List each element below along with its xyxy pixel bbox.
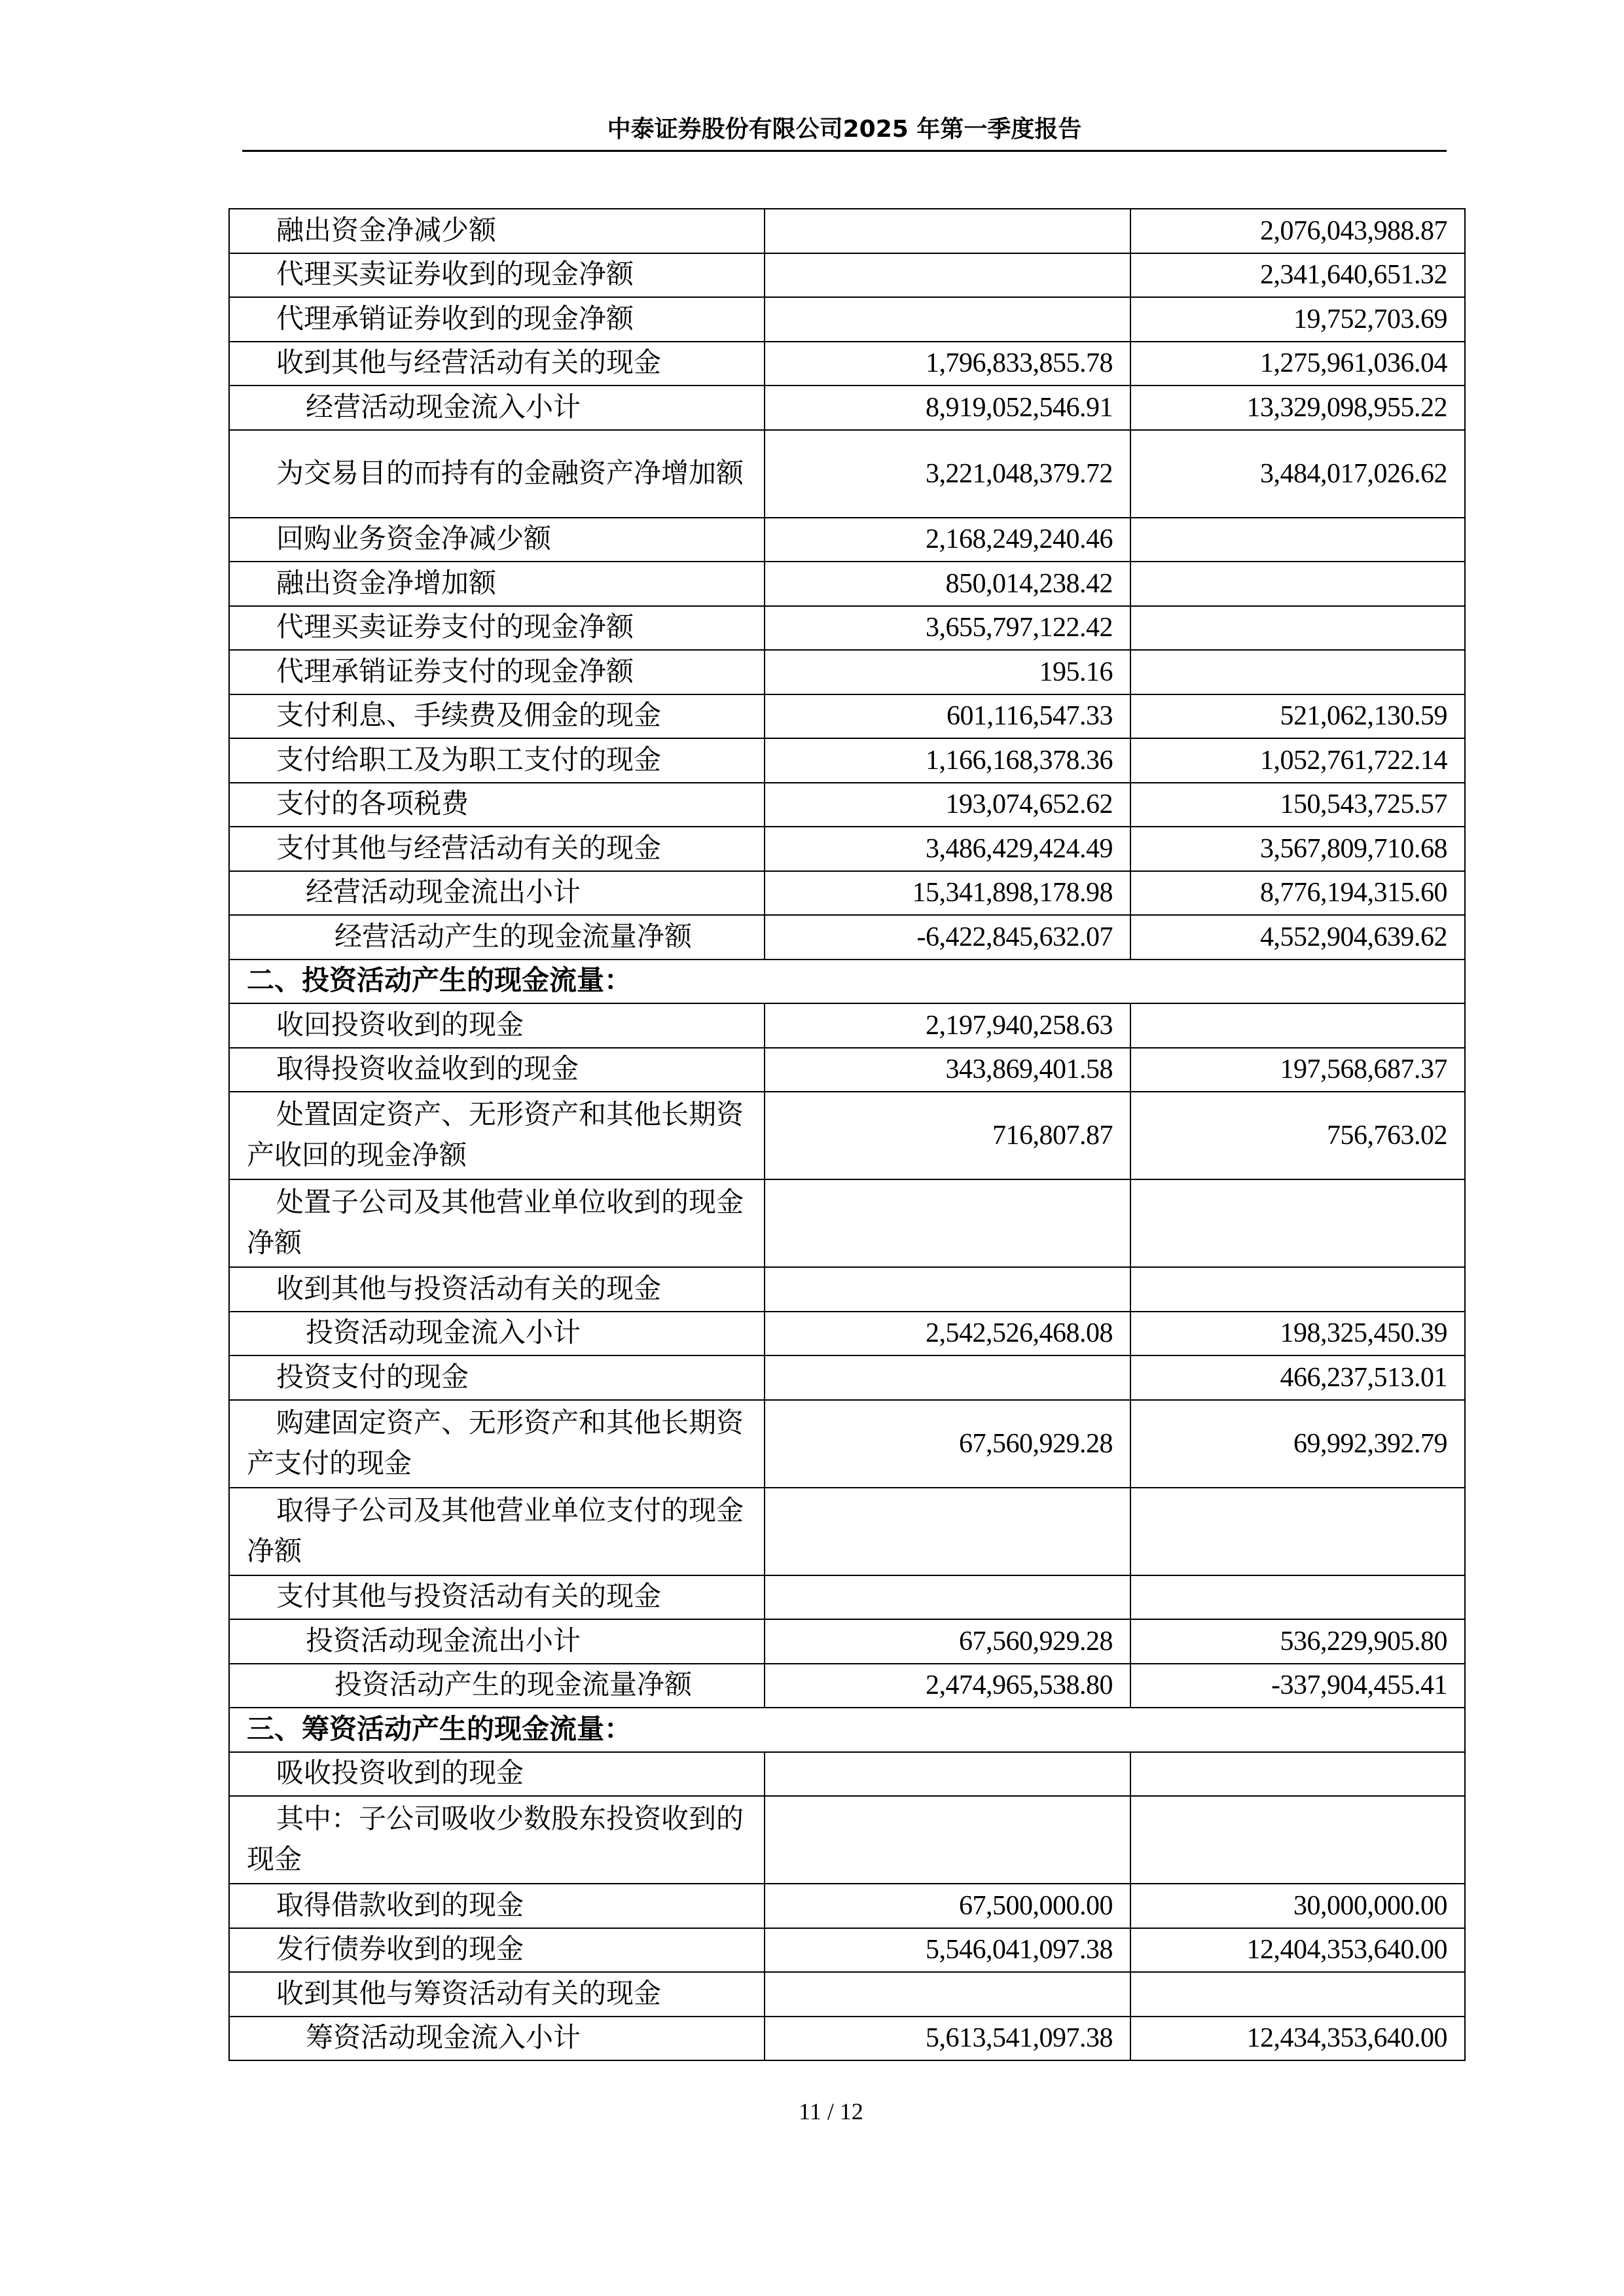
row-label: 收到其他与经营活动有关的现金: [229, 342, 765, 386]
current-period-value: [765, 209, 1130, 253]
header-rule: [242, 150, 1447, 152]
row-label: 收回投资收到的现金: [229, 1003, 765, 1048]
table-row: [229, 1575, 1465, 1620]
previous-period-value: 198,325,450.39: [1130, 1312, 1465, 1356]
row-label: 融出资金净减少额: [229, 209, 765, 253]
current-period-value: [765, 1267, 1130, 1312]
table-row: [229, 297, 1465, 342]
current-period-value: 2,168,249,240.46: [765, 518, 1130, 562]
row-label: 经营活动产生的现金流量净额: [229, 915, 765, 960]
current-period-value: [765, 1488, 1130, 1575]
section-header-row: [229, 1708, 1465, 1752]
current-period-value: 67,560,929.28: [765, 1400, 1130, 1488]
section-heading-investing: 二、投资活动产生的现金流量：: [229, 960, 1465, 1004]
row-label: 为交易目的而持有的金融资产净增加额: [229, 430, 765, 518]
table-row: [229, 1355, 1465, 1400]
previous-period-value: [1130, 1179, 1465, 1267]
previous-period-value: 12,434,353,640.00: [1130, 2017, 1465, 2061]
previous-period-value: 521,062,130.59: [1130, 694, 1465, 739]
table-row: [229, 650, 1465, 694]
row-label: 取得子公司及其他营业单位支付的现金净额: [229, 1488, 765, 1575]
row-label: 其中：子公司吸收少数股东投资收到的现金: [229, 1796, 765, 1884]
subtotal-row: [229, 2017, 1465, 2061]
row-label: 支付利息、手续费及佣金的现金: [229, 694, 765, 739]
row-label: 代理承销证券收到的现金净额: [229, 297, 765, 342]
table-row: [229, 209, 1465, 253]
current-period-value: 3,486,429,424.49: [765, 827, 1130, 871]
row-label: 经营活动现金流入小计: [229, 386, 765, 430]
current-period-value: 8,919,052,546.91: [765, 386, 1130, 430]
table-row: [229, 738, 1465, 783]
current-period-value: [765, 297, 1130, 342]
previous-period-value: [1130, 650, 1465, 694]
table-row: [229, 342, 1465, 386]
current-period-value: 343,869,401.58: [765, 1048, 1130, 1092]
previous-period-value: 536,229,905.80: [1130, 1619, 1465, 1664]
previous-period-value: [1130, 1575, 1465, 1620]
table-row: [229, 430, 1465, 518]
current-period-value: 601,116,547.33: [765, 694, 1130, 739]
previous-period-value: [1130, 1003, 1465, 1048]
previous-period-value: 2,341,640,651.32: [1130, 253, 1465, 298]
previous-period-value: [1130, 1267, 1465, 1312]
current-period-value: [765, 253, 1130, 298]
row-label: 投资活动产生的现金流量净额: [229, 1664, 765, 1708]
previous-period-value: 1,052,761,722.14: [1130, 738, 1465, 783]
row-label: 筹资活动现金流入小计: [229, 2017, 765, 2061]
current-period-value: 5,613,541,097.38: [765, 2017, 1130, 2061]
report-title: 中泰证券股份有限公司2025 年第一季度报告: [607, 116, 1082, 143]
page-number: [0, 2097, 1624, 2126]
current-period-value: 15,341,898,178.98: [765, 871, 1130, 916]
current-period-value: 3,221,048,379.72: [765, 430, 1130, 518]
row-label: 取得投资收益收到的现金: [229, 1048, 765, 1092]
row-label: 支付的各项税费: [229, 783, 765, 827]
row-label: 支付给职工及为职工支付的现金: [229, 738, 765, 783]
previous-period-value: -337,904,455.41: [1130, 1664, 1465, 1708]
page-current: 11: [799, 2098, 821, 2125]
current-period-value: 850,014,238.42: [765, 562, 1130, 606]
row-label: 回购业务资金净减少额: [229, 518, 765, 562]
row-label: 收到其他与筹资活动有关的现金: [229, 1972, 765, 2017]
table-row: [229, 1267, 1465, 1312]
row-label: 处置固定资产、无形资产和其他长期资产收回的现金净额: [229, 1092, 765, 1179]
table-row: [229, 1400, 1465, 1488]
table-row: [229, 1048, 1465, 1092]
table-row: [229, 1884, 1465, 1928]
previous-period-value: [1130, 518, 1465, 562]
current-period-value: 2,197,940,258.63: [765, 1003, 1130, 1048]
current-period-value: 195.16: [765, 650, 1130, 694]
previous-period-value: 13,329,098,955.22: [1130, 386, 1465, 430]
row-label: 处置子公司及其他营业单位收到的现金净额: [229, 1179, 765, 1267]
previous-period-value: 1,275,961,036.04: [1130, 342, 1465, 386]
row-label: 投资活动现金流出小计: [229, 1619, 765, 1664]
table-row: [229, 1179, 1465, 1267]
row-label: 取得借款收到的现金: [229, 1884, 765, 1928]
row-label: 投资支付的现金: [229, 1355, 765, 1400]
previous-period-value: 3,484,017,026.62: [1130, 430, 1465, 518]
previous-period-value: [1130, 1488, 1465, 1575]
previous-period-value: [1130, 1972, 1465, 2017]
table-row: [229, 518, 1465, 562]
current-period-value: 5,546,041,097.38: [765, 1928, 1130, 1973]
row-label: 代理承销证券支付的现金净额: [229, 650, 765, 694]
current-period-value: 3,655,797,122.42: [765, 606, 1130, 651]
subtotal-row: [229, 871, 1465, 916]
table-row: [229, 1092, 1465, 1179]
current-period-value: [765, 1752, 1130, 1797]
table-row: [229, 606, 1465, 651]
previous-period-value: 197,568,687.37: [1130, 1048, 1465, 1092]
current-period-value: [765, 1179, 1130, 1267]
row-label: 投资活动现金流入小计: [229, 1312, 765, 1356]
table-row: [229, 827, 1465, 871]
row-label: 支付其他与投资活动有关的现金: [229, 1575, 765, 1620]
page-separator: /: [821, 2098, 840, 2125]
previous-period-value: [1130, 1752, 1465, 1797]
previous-period-value: 30,000,000.00: [1130, 1884, 1465, 1928]
current-period-value: 1,166,168,378.36: [765, 738, 1130, 783]
cash-flow-table: [228, 208, 1466, 2061]
previous-period-value: [1130, 562, 1465, 606]
previous-period-value: 466,237,513.01: [1130, 1355, 1465, 1400]
previous-period-value: 2,076,043,988.87: [1130, 209, 1465, 253]
previous-period-value: 150,543,725.57: [1130, 783, 1465, 827]
previous-period-value: 19,752,703.69: [1130, 297, 1465, 342]
table-row: [229, 1752, 1465, 1797]
current-period-value: -6,422,845,632.07: [765, 915, 1130, 960]
row-label: 代理买卖证券收到的现金净额: [229, 253, 765, 298]
previous-period-value: 12,404,353,640.00: [1130, 1928, 1465, 1973]
current-period-value: 1,796,833,855.78: [765, 342, 1130, 386]
section-heading-financing: 三、筹资活动产生的现金流量：: [229, 1708, 1465, 1752]
table-row: [229, 1796, 1465, 1884]
previous-period-value: 4,552,904,639.62: [1130, 915, 1465, 960]
row-label: 代理买卖证券支付的现金净额: [229, 606, 765, 651]
table-row: [229, 1488, 1465, 1575]
current-period-value: 193,074,652.62: [765, 783, 1130, 827]
previous-period-value: [1130, 606, 1465, 651]
current-period-value: 2,474,965,538.80: [765, 1664, 1130, 1708]
table-row: [229, 783, 1465, 827]
current-period-value: 716,807.87: [765, 1092, 1130, 1179]
row-label: 发行债券收到的现金: [229, 1928, 765, 1973]
page-total: 12: [839, 2098, 863, 2125]
table-row: [229, 694, 1465, 739]
table-row: [229, 253, 1465, 298]
previous-period-value: 3,567,809,710.68: [1130, 827, 1465, 871]
table-row: [229, 562, 1465, 606]
current-period-value: 2,542,526,468.08: [765, 1312, 1130, 1356]
current-period-value: [765, 1355, 1130, 1400]
previous-period-value: 756,763.02: [1130, 1092, 1465, 1179]
section-header-row: [229, 960, 1465, 1004]
previous-period-value: [1130, 1796, 1465, 1884]
current-period-value: [765, 1575, 1130, 1620]
row-label: 收到其他与投资活动有关的现金: [229, 1267, 765, 1312]
row-label: 融出资金净增加额: [229, 562, 765, 606]
current-period-value: 67,560,929.28: [765, 1619, 1130, 1664]
table-row: [229, 1003, 1465, 1048]
net-amount-row: [229, 1664, 1465, 1708]
subtotal-row: [229, 1619, 1465, 1664]
subtotal-row: [229, 1312, 1465, 1356]
subtotal-row: [229, 386, 1465, 430]
row-label: 购建固定资产、无形资产和其他长期资产支付的现金: [229, 1400, 765, 1488]
current-period-value: 67,500,000.00: [765, 1884, 1130, 1928]
row-label: 吸收投资收到的现金: [229, 1752, 765, 1797]
row-label: 支付其他与经营活动有关的现金: [229, 827, 765, 871]
table-row: [229, 1928, 1465, 1973]
previous-period-value: 8,776,194,315.60: [1130, 871, 1465, 916]
previous-period-value: 69,992,392.79: [1130, 1400, 1465, 1488]
current-period-value: [765, 1796, 1130, 1884]
current-period-value: [765, 1972, 1130, 2017]
page-header: [242, 115, 1447, 152]
net-amount-row: [229, 915, 1465, 960]
table-row: [229, 1972, 1465, 2017]
row-label: 经营活动现金流出小计: [229, 871, 765, 916]
